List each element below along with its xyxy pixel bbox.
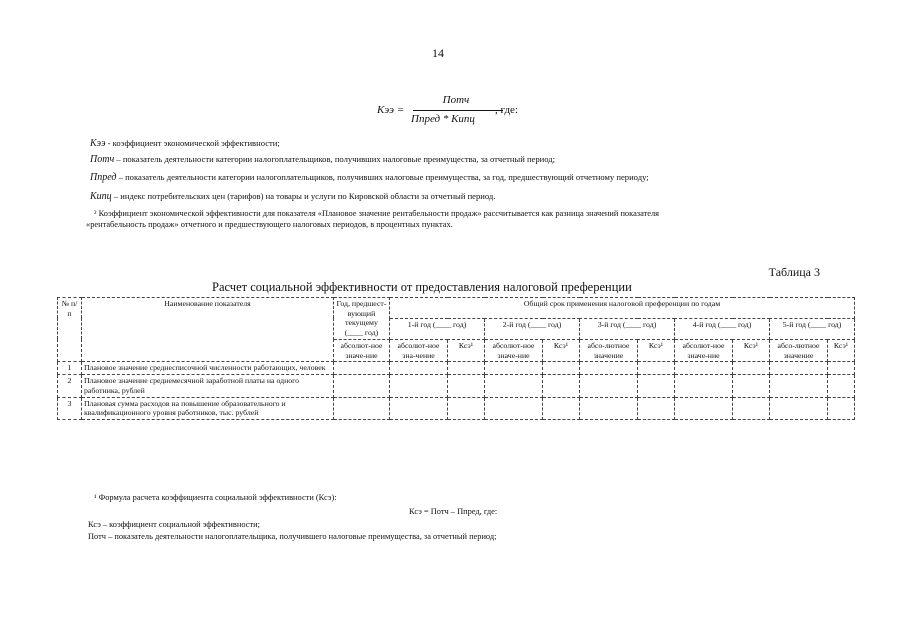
header-y1-coefficient: Ксэ¹ [448, 339, 485, 361]
definition-text: – индекс потребительских цен (тарифов) на товары и услуги по Кировской области за отчетный период. [113, 191, 496, 201]
definition-2 [90, 154, 555, 165]
definition-symbol: Потч [90, 154, 115, 165]
definition-text: – показатель деятельности категории налогоплательщиков, получивших налоговые преимущества, за отчетный период; [116, 154, 556, 164]
row-indicator: Плановое значение среднесписочной численности работающих, человек [82, 362, 334, 375]
header-year-1: 1-й год (____ год) [390, 318, 485, 339]
table-row [58, 362, 855, 375]
table-title: Расчет социальной эффективности от предоставления налоговой преференции [212, 280, 632, 294]
row-number: 3 [58, 397, 82, 419]
header-prev-absolute: абсолют-ное значе-ние [334, 339, 390, 361]
page-number: 14 [432, 46, 444, 60]
definition-1 [90, 138, 280, 149]
formula-tail: , где: [495, 104, 518, 116]
header-y2-coefficient: Ксэ¹ [543, 339, 580, 361]
row-number: 1 [58, 362, 82, 375]
row-number: 2 [58, 375, 82, 397]
header-year-4: 4-й год (____ год) [675, 318, 770, 339]
footnote-1-line-4: Потч – показатель деятельности налогоплательщика, получившего налоговые преимущества, за отчетный период; [88, 532, 497, 541]
header-y5-absolute: абсо-лютное значение [770, 339, 828, 361]
footnote-2-line-2: «рентабельность продаж» отчетного и предшествующего налоговых периодов, в процентных пунктах. [86, 220, 453, 229]
header-y1-absolute: абсолют-ное зна-чение [390, 339, 448, 361]
table-number: Таблица 3 [768, 265, 820, 279]
fraction-bar [413, 110, 503, 111]
row-indicator: Плановое значение среднемесячной заработной платы на одного работника, рублей [82, 375, 334, 397]
definition-3 [90, 172, 649, 183]
footnote-1-formula: Ксэ = Потч – Ппред, где: [409, 507, 498, 516]
definition-symbol: Ппред [90, 172, 117, 183]
social-efficiency-table [57, 297, 855, 420]
footnote-1-line-3: Ксэ – коэффициент социальной эффективности; [88, 520, 260, 529]
header-y4-coefficient: Ксэ¹ [733, 339, 770, 361]
definition-symbol: Кипц [90, 191, 112, 202]
formula-numerator: Потч [442, 94, 470, 106]
header-previous-year: Год, предшест-вующий текущему (____ год) [334, 298, 390, 340]
row-indicator: Плановая сумма расходов на повышение образовательного и квалификационного уровня работников, тыс. рублей [82, 397, 334, 419]
footnote-1-line-1: ¹ Формула расчета коэффициента социальной эффективности (Ксэ): [94, 493, 337, 502]
header-indicator-name: Наименование показателя [82, 298, 334, 362]
definition-text: - коэффициент экономической эффективности; [107, 138, 280, 148]
header-period-span: Общий срок применения налоговой преференции по годам [390, 298, 855, 319]
header-y3-absolute: абсо-лютное значение [580, 339, 638, 361]
header-y5-coefficient: Ксэ¹ [828, 339, 855, 361]
header-year-2: 2-й год (____ год) [485, 318, 580, 339]
formula-lhs: Kээ = [377, 104, 405, 116]
table-row [58, 375, 855, 397]
header-y4-absolute: абсолют-ное значе-ние [675, 339, 733, 361]
efficiency-formula [377, 94, 537, 138]
definition-4 [90, 191, 495, 202]
header-year-5: 5-й год (____ год) [770, 318, 855, 339]
footnote-2-line-1: ² Коэффициент экономической эффективности для показателя «Плановое значение рентабельности продаж» рассчитывается как разница значений показателя [94, 209, 660, 218]
definition-symbol: Kээ [90, 138, 106, 149]
header-year-3: 3-й год (____ год) [580, 318, 675, 339]
definition-text: – показатель деятельности категории налогоплательщиков, получивших налоговые преимущества, за год, предшествующий отчетному периоду; [118, 172, 649, 182]
table-row [58, 397, 855, 419]
header-y2-absolute: абсолют-ное значе-ние [485, 339, 543, 361]
header-y3-coefficient: Ксэ¹ [638, 339, 675, 361]
formula-denominator: Ппред * Кипц [411, 113, 475, 125]
header-number: № п/п [58, 298, 82, 362]
